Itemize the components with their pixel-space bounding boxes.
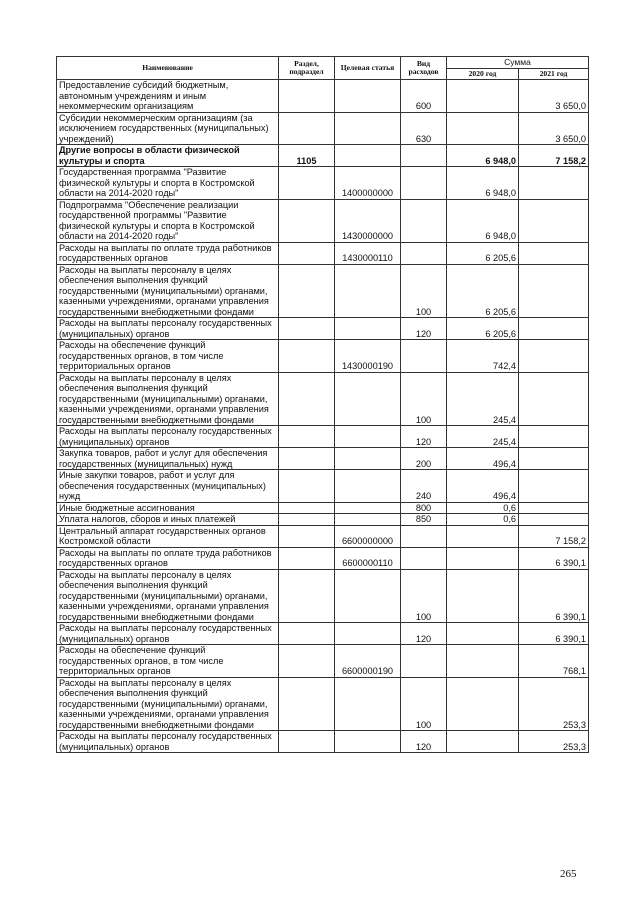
row-target [335,731,401,753]
row-section [279,199,335,242]
row-sum-2021 [519,426,589,448]
row-section [279,112,335,145]
row-name: Расходы на обеспечение функций государственных органов, в том числе территориальных органов [57,645,279,678]
row-sum-2020 [447,80,519,113]
row-target [335,145,401,167]
row-sum-2021: 253,3 [519,731,589,753]
row-target [335,514,401,526]
header-section: Раздел, подраздел [279,57,335,80]
row-sum-2021 [519,340,589,373]
row-section: 1105 [279,145,335,167]
row-sum-2020: 245,4 [447,426,519,448]
table-row [57,514,589,526]
row-section [279,731,335,753]
table-row [57,677,589,731]
row-section [279,167,335,200]
row-section [279,448,335,470]
row-sum-2020: 6 948,0 [447,199,519,242]
row-name: Подпрограмма "Обеспечение реализации государственной программы "Развитие физической культуры и спорта в Костромской области на 2014-2020 годы" [57,199,279,242]
row-name: Расходы на выплаты по оплате труда работников государственных органов [57,547,279,569]
row-expense-type: 200 [401,448,447,470]
row-expense-type: 100 [401,569,447,623]
row-name: Центральный аппарат государственных органов Костромской области [57,525,279,547]
row-name: Субсидии некоммерческим организациям (за исключением государственных (муниципальных) учреждений) [57,112,279,145]
row-name: Предоставление субсидий бюджетным, автономным учреждениям и иным некоммерческим организациям [57,80,279,113]
table-row [57,645,589,678]
row-section [279,525,335,547]
row-section [279,372,335,426]
row-section [279,547,335,569]
row-name: Расходы на выплаты персоналу в целях обеспечения выполнения функций государственными (муниципальными) органами, казенными учреждениями, органами управления государственными внебюджетными фондами [57,569,279,623]
row-name: Расходы на выплаты персоналу в целях обеспечения выполнения функций государственными (муниципальными) органами, казенными учреждениями, органами управления государственными внебюджетными фондами [57,677,279,731]
row-sum-2021: 6 390,1 [519,623,589,645]
row-sum-2020: 6 205,6 [447,242,519,264]
row-sum-2021 [519,514,589,526]
row-sum-2021: 7 158,2 [519,525,589,547]
row-sum-2021 [519,199,589,242]
table-row [57,340,589,373]
row-section [279,514,335,526]
row-sum-2020 [447,547,519,569]
row-target [335,372,401,426]
table-row [57,145,589,167]
row-expense-type: 600 [401,80,447,113]
row-section [279,242,335,264]
row-section [279,340,335,373]
row-sum-2021: 768,1 [519,645,589,678]
row-expense-type [401,340,447,373]
row-sum-2020 [447,645,519,678]
row-sum-2021 [519,167,589,200]
row-expense-type: 100 [401,264,447,318]
row-target [335,318,401,340]
row-target [335,80,401,113]
page-number: 265 [560,868,577,880]
header-expense-type: Вид расходов [401,57,447,80]
row-target [335,112,401,145]
row-section [279,426,335,448]
row-target: 1430000190 [335,340,401,373]
row-expense-type: 800 [401,502,447,514]
row-name: Расходы на обеспечение функций государственных органов, в том числе территориальных органов [57,340,279,373]
row-target [335,470,401,503]
row-name: Уплата налогов, сборов и иных платежей [57,514,279,526]
row-name: Иные закупки товаров, работ и услуг для обеспечения государственных (муниципальных) нужд [57,470,279,503]
table-row [57,547,589,569]
table-row [57,264,589,318]
table-row [57,318,589,340]
row-expense-type [401,199,447,242]
row-name: Расходы на выплаты по оплате труда работников государственных органов [57,242,279,264]
row-expense-type: 120 [401,426,447,448]
row-expense-type: 120 [401,731,447,753]
row-section [279,677,335,731]
row-sum-2020: 0,6 [447,514,519,526]
row-expense-type: 120 [401,318,447,340]
row-sum-2021: 6 390,1 [519,569,589,623]
row-sum-2021: 6 390,1 [519,547,589,569]
row-section [279,470,335,503]
table-row [57,112,589,145]
row-name: Расходы на выплаты персоналу государственных (муниципальных) органов [57,426,279,448]
row-sum-2021 [519,502,589,514]
table-row [57,199,589,242]
row-sum-2021: 7 158,2 [519,145,589,167]
header-year-2021: 2021 год [519,68,589,80]
row-target [335,677,401,731]
row-name: Расходы на выплаты персоналу государственных (муниципальных) органов [57,731,279,753]
table-row [57,167,589,200]
row-expense-type: 100 [401,677,447,731]
row-name: Иные бюджетные ассигнования [57,502,279,514]
table-row [57,569,589,623]
row-sum-2020: 742,4 [447,340,519,373]
row-sum-2020 [447,525,519,547]
row-target [335,264,401,318]
table-row [57,470,589,503]
row-sum-2021 [519,242,589,264]
row-expense-type [401,145,447,167]
row-target [335,569,401,623]
row-expense-type [401,645,447,678]
table-row [57,242,589,264]
header-name: Наименование [57,57,279,80]
row-expense-type [401,242,447,264]
row-sum-2020 [447,731,519,753]
row-section [279,80,335,113]
row-name: Государственная программа "Развитие физической культуры и спорта в Костромской области на 2014-2020 годы" [57,167,279,200]
table-row [57,448,589,470]
row-expense-type: 240 [401,470,447,503]
budget-table [56,56,589,753]
row-target [335,502,401,514]
row-name: Закупка товаров, работ и услуг для обеспечения государственных (муниципальных) нужд [57,448,279,470]
row-sum-2020: 6 948,0 [447,167,519,200]
table-row [57,502,589,514]
row-sum-2021 [519,264,589,318]
row-name: Расходы на выплаты персоналу государственных (муниципальных) органов [57,318,279,340]
row-sum-2020 [447,569,519,623]
row-sum-2021 [519,318,589,340]
row-expense-type: 630 [401,112,447,145]
row-expense-type [401,525,447,547]
row-sum-2020: 496,4 [447,470,519,503]
row-section [279,623,335,645]
row-name: Расходы на выплаты персоналу в целях обеспечения выполнения функций государственными (муниципальными) органами, казенными учреждениями, органами управления государственными внебюджетными фондами [57,372,279,426]
table-row [57,426,589,448]
row-sum-2020: 496,4 [447,448,519,470]
row-sum-2020: 6 205,6 [447,264,519,318]
table-row [57,525,589,547]
row-sum-2020: 6 205,6 [447,318,519,340]
row-sum-2020 [447,112,519,145]
table-row [57,372,589,426]
row-section [279,645,335,678]
row-name: Расходы на выплаты персоналу государственных (муниципальных) органов [57,623,279,645]
row-target [335,623,401,645]
row-sum-2020: 245,4 [447,372,519,426]
row-name: Расходы на выплаты персоналу в целях обеспечения выполнения функций государственными (муниципальными) органами, казенными учреждениями, органами управления государственными внебюджетными фондами [57,264,279,318]
row-section [279,569,335,623]
table-row [57,623,589,645]
header-year-2020: 2020 год [447,68,519,80]
row-target [335,448,401,470]
row-section [279,502,335,514]
row-sum-2021: 3 650,0 [519,112,589,145]
row-expense-type: 120 [401,623,447,645]
row-sum-2020 [447,623,519,645]
row-target: 1400000000 [335,167,401,200]
row-section [279,318,335,340]
table-row [57,80,589,113]
row-target: 6600000190 [335,645,401,678]
row-target [335,426,401,448]
row-sum-2021: 3 650,0 [519,80,589,113]
row-sum-2021: 253,3 [519,677,589,731]
row-sum-2021 [519,372,589,426]
row-expense-type: 100 [401,372,447,426]
row-name: Другие вопросы в области физической культуры и спорта [57,145,279,167]
row-sum-2020 [447,677,519,731]
header-target: Целевая статья [335,57,401,80]
table-row [57,731,589,753]
row-target: 6600000110 [335,547,401,569]
row-sum-2020: 6 948,0 [447,145,519,167]
row-sum-2020: 0,6 [447,502,519,514]
row-target: 1430000000 [335,199,401,242]
row-target: 6600000000 [335,525,401,547]
budget-document [56,56,588,753]
header-sum: Сумма [447,57,589,69]
row-sum-2021 [519,448,589,470]
row-expense-type: 850 [401,514,447,526]
row-expense-type [401,167,447,200]
row-expense-type [401,547,447,569]
row-sum-2021 [519,470,589,503]
row-target: 1430000110 [335,242,401,264]
row-section [279,264,335,318]
